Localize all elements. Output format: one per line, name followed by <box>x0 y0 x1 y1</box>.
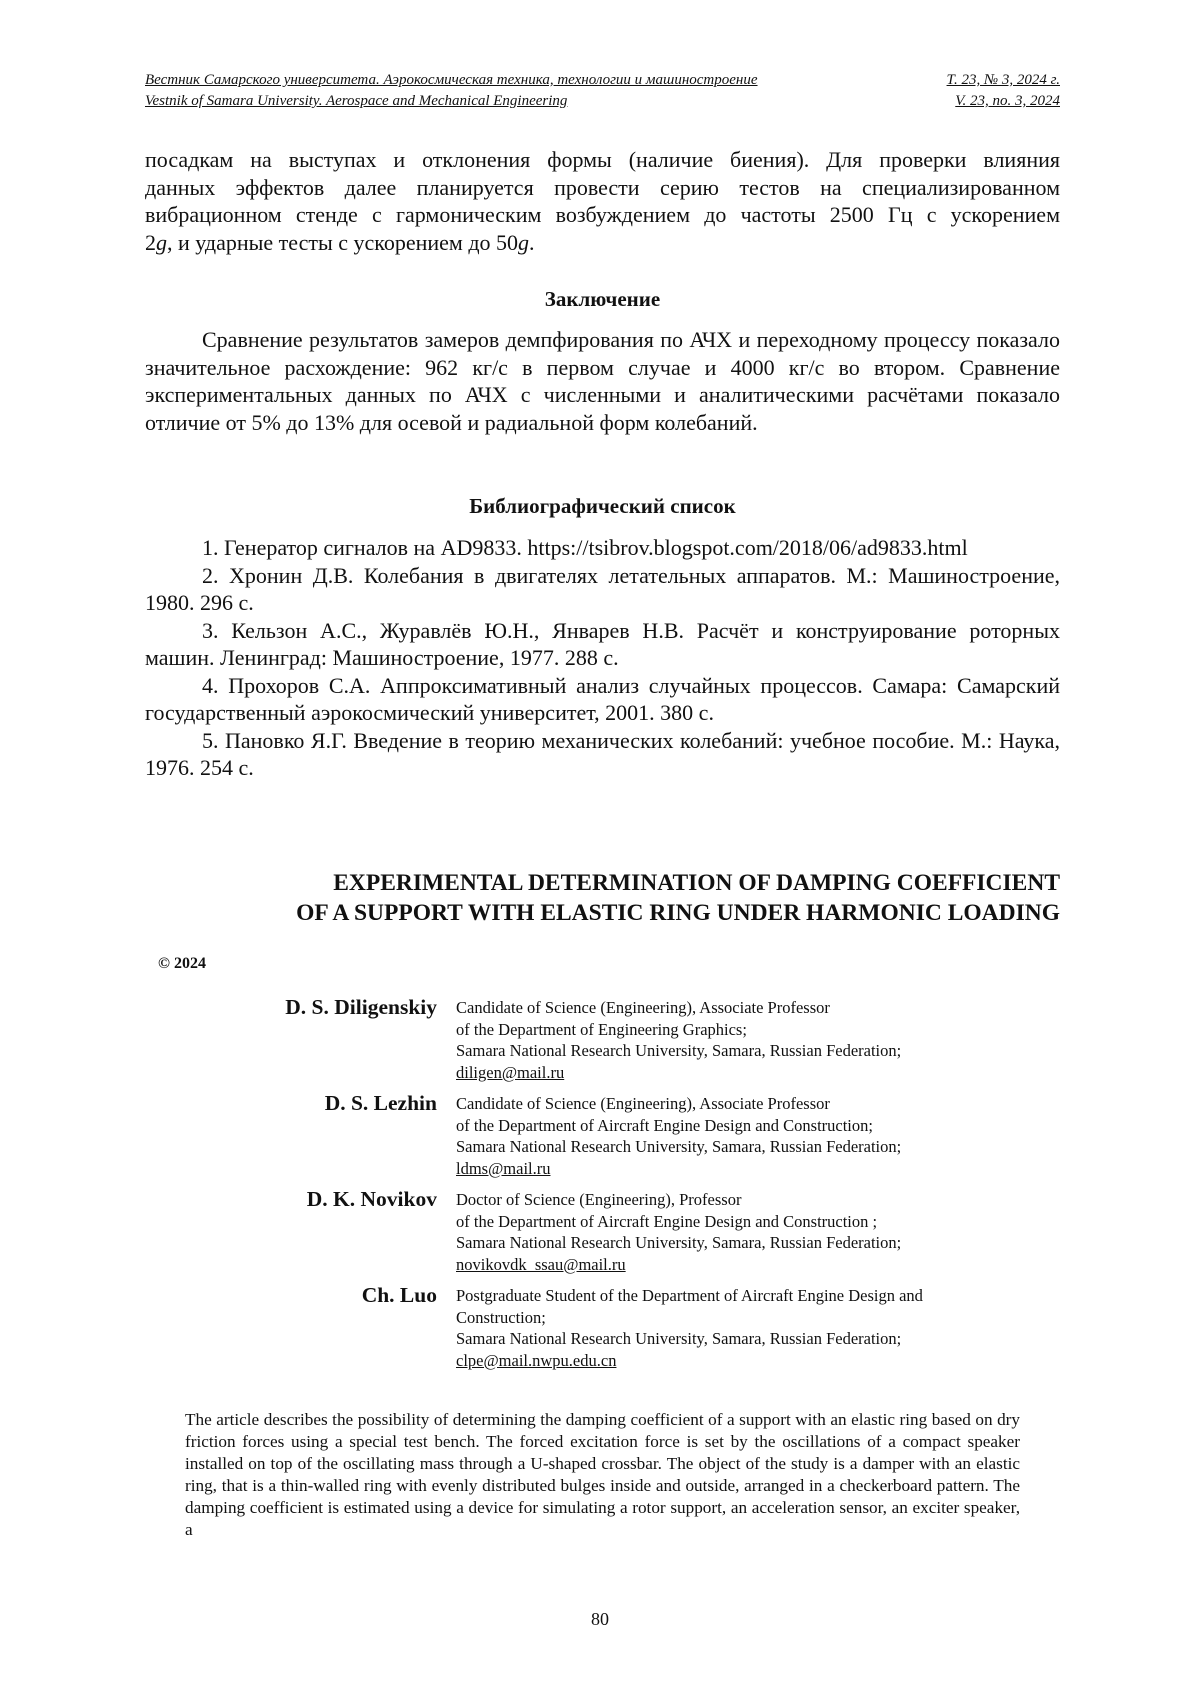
running-header-ru <box>145 72 1060 89</box>
author-email-link[interactable]: novikovdk_ssau@mail.ru <box>456 1254 626 1274</box>
author-affiliation: Postgraduate Student of the Department of Aircraft Engine Design and Construction; Samara National Research University, Samara, Russian Federation; clpe@mail.nwpu.edu.cn <box>456 1285 976 1371</box>
conclusion-text: Сравнение результатов замеров демпфирования по АЧХ и переходному процессу показало значительное расхождение: 962 кг/с в первом случае и 4000 кг/с во втором. Сравнение экспериментальных данных по АЧХ с численными и аналитическими расчётами показало отличие от 5% до 13% для осевой и радиальной форм колебаний. <box>145 327 1060 435</box>
paragraph-line: посадкам на выступах и отклонения формы (наличие биения). Для проверки влияния <box>145 147 1060 172</box>
author-email-link[interactable]: diligen@mail.ru <box>456 1062 565 1082</box>
paragraph-line: данных эффектов далее планируется провести серию тестов на специализированном <box>145 174 1060 200</box>
references-heading: Библиографический список <box>469 494 736 518</box>
paragraph-line: вибрационном стенде с гармоническим возбуждением до частоты 2500 Гц с ускорением <box>145 202 1060 227</box>
reference-item: 3. Кельзон А.С., Журавлёв Ю.Н., Январев Н.В. Расчёт и конструирование роторных машин. Ленинград: Машиностроение, 1977. 288 с. <box>145 617 1060 670</box>
author-affiliation: Doctor of Science (Engineering), Professor of the Department of Aircraft Engine Design and Construction ; Samara National Research University, Samara, Russian Federation; novikovdk_ssau@mail.ru <box>456 1189 1036 1275</box>
author-affiliation: Candidate of Science (Engineering), Associate Professor of the Department of Aircraft Engine Design and Construction; Samara National Research University, Samara, Russian Federation; ldms@mail.ru <box>456 1093 1036 1179</box>
conclusion-heading: Заключение <box>544 287 661 311</box>
abstract-text: The article describes the possibility of determining the damping coefficient of a support with an elastic ring based on dry friction forces using a special test bench. The forced excitation force is set by the oscillations of a compact speaker installed on top of the oscillating mass through a U-shaped crossbar. The object of the study is a damper with an elastic ring, that is a thin-walled ring with evenly distributed bulges inside and outside, arranged in a checkerboard pattern. The damping coefficient is estimated using a device for simulating a rotor support, an acceleration sensor, an exciter speaker, a <box>185 1410 1020 1539</box>
running-header-en <box>145 93 1060 110</box>
copyright: © 2024 <box>158 955 206 972</box>
reference-item: 4. Прохоров С.А. Аппроксимативный анализ случайных процессов. Самара: Самарский государственный аэрокосмический университет, 2001. 380 с. <box>145 672 1060 725</box>
english-title <box>160 868 1060 928</box>
reference-item: 1. Генератор сигналов на AD9833. https://tsibrov.blogspot.com/2018/06/ad9833.html <box>202 535 968 560</box>
author-name: Ch. Luo <box>361 1283 437 1307</box>
paragraph-line: 2g, и ударные тесты с ускорением до 50g. <box>145 229 535 255</box>
page-number: 80 <box>591 1609 609 1629</box>
continuation-paragraph <box>145 146 1060 256</box>
author-name: D. K. Novikov <box>306 1187 437 1211</box>
author-affiliation: Candidate of Science (Engineering), Associate Professor of the Department of Engineering Graphics; Samara National Research University, Samara, Russian Federation; diligen@mail.ru <box>456 997 1036 1083</box>
author-email-link[interactable]: ldms@mail.ru <box>456 1158 551 1178</box>
author-email-link[interactable]: clpe@mail.nwpu.edu.cn <box>456 1350 617 1370</box>
reference-list <box>145 534 1060 782</box>
author-name: D. S. Diligenskiy <box>285 995 437 1019</box>
header-journal-ru: Вестник Самарского университета. Аэрокосмическая техника, технологии и машиностроение <box>145 72 758 88</box>
header-issue-en: V. 23, no. 3, 2024 <box>955 93 1060 109</box>
english-title-line1: EXPERIMENTAL DETERMINATION OF DAMPING COEFFICIENT <box>333 870 1060 896</box>
author-name: D. S. Lezhin <box>324 1091 437 1115</box>
reference-item: 2. Хронин Д.В. Колебания в двигателях летательных аппаратов. М.: Машиностроение, 1980. 296 с. <box>145 562 1060 615</box>
header-issue-ru: Т. 23, № 3, 2024 г. <box>946 72 1060 88</box>
reference-item: 5. Пановко Я.Г. Введение в теорию механических колебаний: учебное пособие. М.: Наука, 1976. 254 с. <box>145 727 1060 780</box>
english-title-line2: OF A SUPPORT WITH ELASTIC RING UNDER HARMONIC LOADING <box>296 900 1060 926</box>
header-journal-en: Vestnik of Samara University. Aerospace and Mechanical Engineering <box>145 93 568 109</box>
